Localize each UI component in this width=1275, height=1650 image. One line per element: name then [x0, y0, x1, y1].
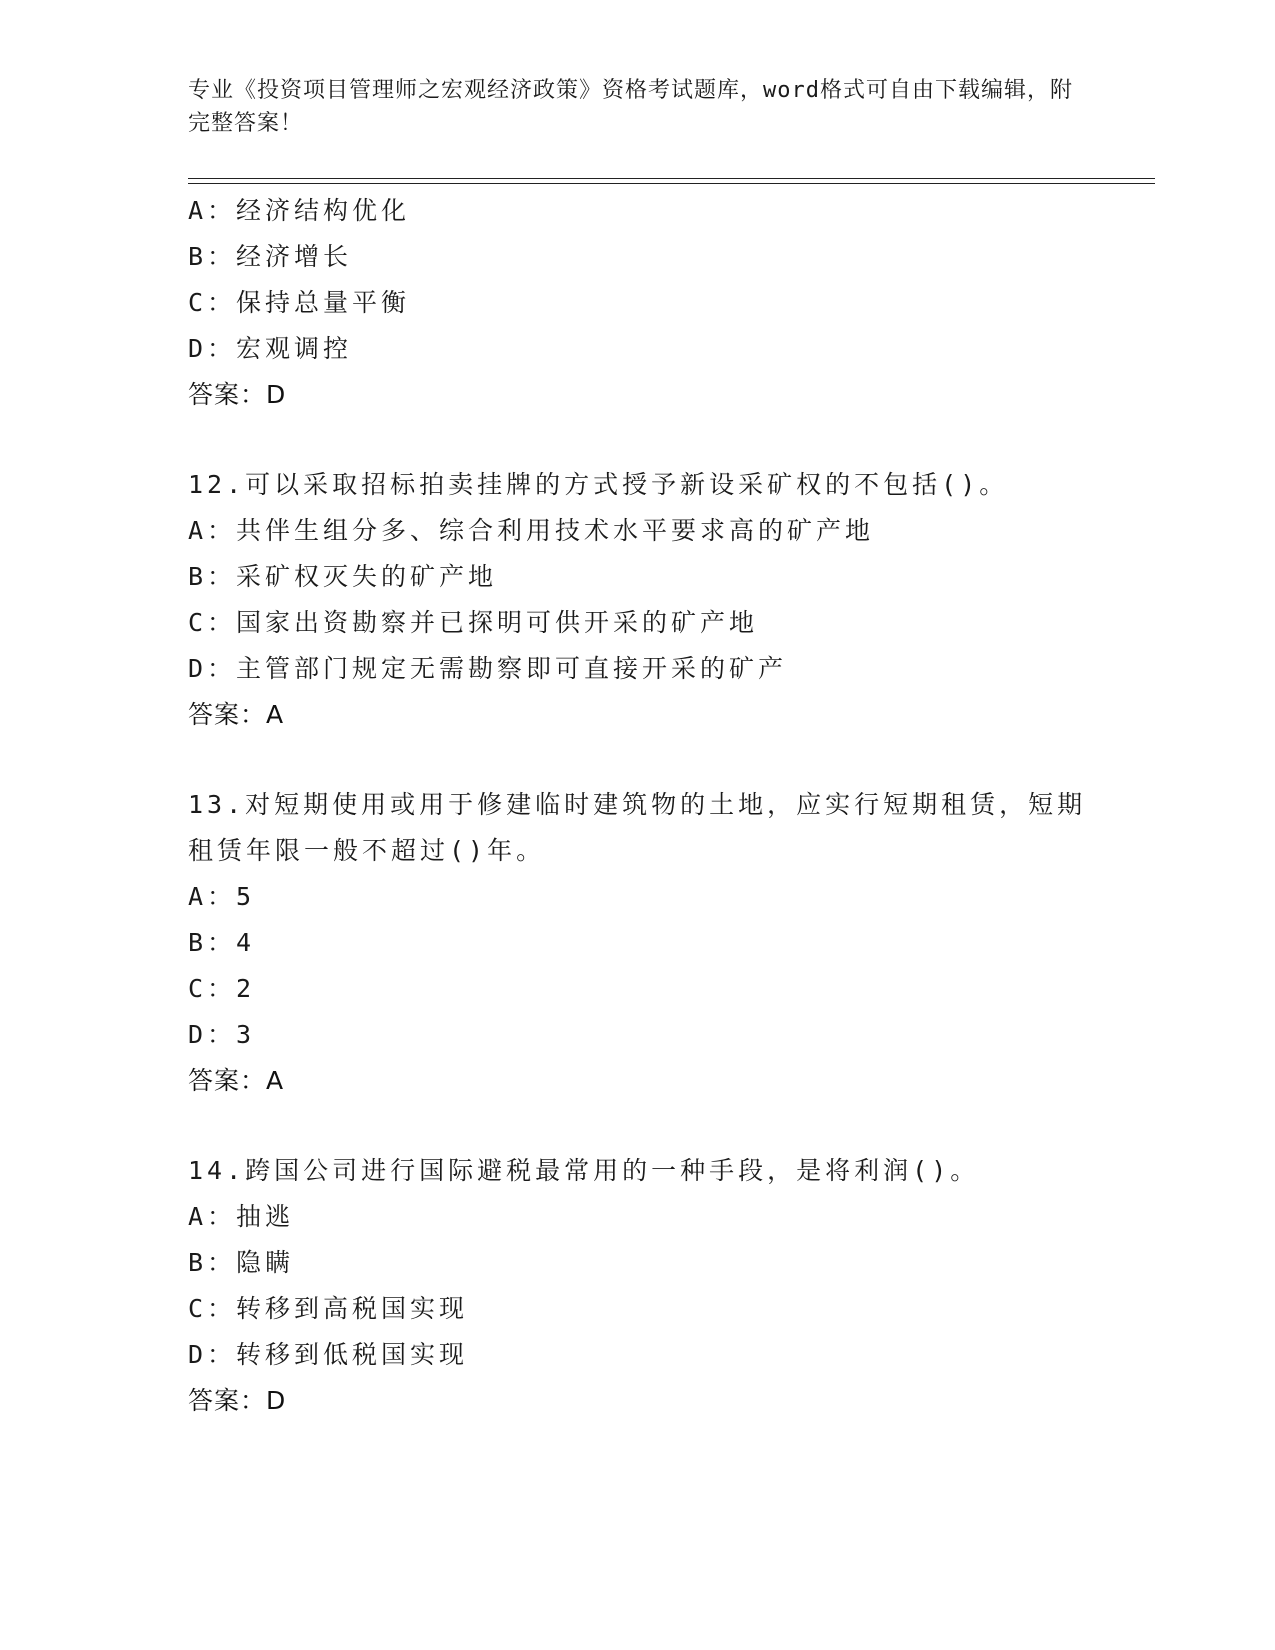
option-a: A：5: [188, 882, 256, 911]
spacer: [188, 418, 1088, 462]
option-b: B：隐瞒: [188, 1248, 295, 1277]
answer: 答案：A: [188, 1066, 285, 1095]
header-note: 专业《投资项目管理师之宏观经济政策》资格考试题库，word格式可自由下载编辑，附完整答案！: [188, 78, 1073, 136]
option-a: A：抽逃: [188, 1202, 295, 1231]
option-d: D：转移到低税国实现: [188, 1340, 469, 1369]
question-block: [188, 782, 1088, 1104]
option-c: C：保持总量平衡: [188, 288, 411, 317]
answer: 答案：A: [188, 700, 285, 729]
header-divider-bottom: [188, 183, 1155, 184]
question-block: [188, 1148, 1088, 1424]
option-a: A：共伴生组分多、综合利用技术水平要求高的矿产地: [188, 516, 875, 545]
option-c: C：2: [188, 974, 256, 1003]
option-d: D：主管部门规定无需勘察即可直接开采的矿产: [188, 654, 788, 683]
question-stem: 13.对短期使用或用于修建临时建筑物的土地，应实行短期租赁，短期租赁年限一般不超过()年。: [188, 790, 1087, 865]
spacer: [188, 1104, 1088, 1148]
answer: 答案：D: [188, 380, 287, 409]
option-b: B：4: [188, 928, 256, 957]
question-stem: 12.可以采取招标拍卖挂牌的方式授予新设采矿权的不包括()。: [188, 470, 1009, 499]
question-content: [188, 188, 1088, 1424]
option-c: C：国家出资勘察并已探明可供开采的矿产地: [188, 608, 759, 637]
question-block: [188, 462, 1088, 738]
option-b: B：采矿权灭失的矿产地: [188, 562, 498, 591]
option-d: D：3: [188, 1020, 256, 1049]
question-block: [188, 188, 1088, 418]
option-a: A：经济结构优化: [188, 196, 411, 225]
header-divider-top: [188, 178, 1155, 179]
spacer: [188, 738, 1088, 782]
option-c: C：转移到高税国实现: [188, 1294, 469, 1323]
option-b: B：经济增长: [188, 242, 353, 271]
question-stem: 14.跨国公司进行国际避税最常用的一种手段，是将利润()。: [188, 1156, 980, 1185]
option-d: D：宏观调控: [188, 334, 353, 363]
answer: 答案：D: [188, 1386, 287, 1415]
